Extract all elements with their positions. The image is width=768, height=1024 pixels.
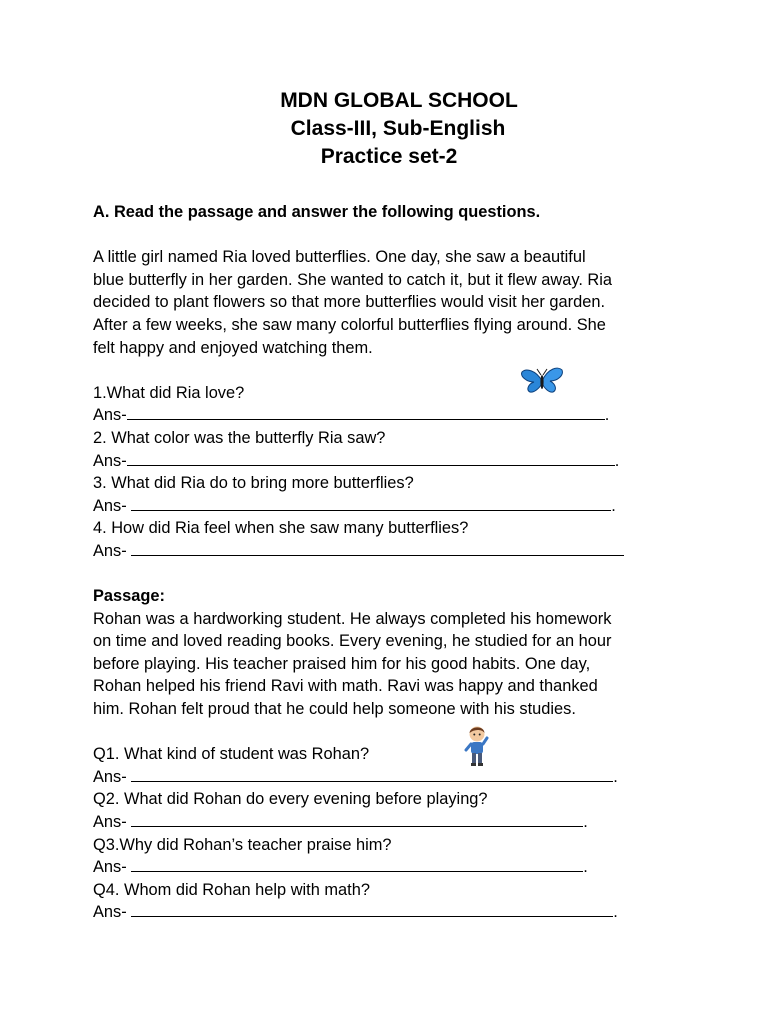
passage-line: before playing. His teacher praised him for his good habits. One day, [93,654,591,673]
question: 1.What did Ria love? [93,383,245,402]
answer-end: . [583,813,588,832]
question: Q2. What did Rohan do every evening before playing? [93,790,488,809]
butterfly-icon [520,366,564,394]
question: 2. What color was the butterfly Ria saw? [93,428,386,447]
answer-row [93,495,673,518]
section-b-title: Passage: [93,587,165,606]
header [0,87,768,171]
answer-row [93,404,673,427]
answer-line[interactable] [127,405,605,420]
answer-row [93,450,673,473]
passage-line: blue butterfly in her garden. She wanted to catch it, but it flew away. Ria [93,270,613,289]
answer-row [93,766,673,789]
answer-row [93,540,673,563]
practice-set: Practice set-2 [320,145,458,168]
answer-end: . [614,451,620,470]
answer-row [93,901,673,924]
passage-line: After a few weeks, she saw many colorful butterflies flying around. She [93,315,606,334]
class-subject: Class-III, Sub-English [290,117,506,140]
school-name: MDN GLOBAL SCHOOL [280,89,518,112]
answer-label: Ans- [93,903,132,922]
answer-line[interactable] [131,767,613,782]
passage-line: felt happy and enjoyed watching them. [93,338,373,357]
question: Q3.Why did Rohan’s teacher praise him? [93,835,392,854]
answer-end: . [613,767,618,786]
answer-end: . [613,903,618,922]
question: 4. How did Ria feel when she saw many butterflies? [93,519,469,538]
answer-row [93,811,673,834]
answer-label: Ans- [93,406,127,425]
question: 3. What did Ria do to bring more butterflies? [93,474,414,493]
passage-line: him. Rohan felt proud that he could help someone with his studies. [93,700,576,719]
question: Q4. Whom did Rohan help with math? [93,880,370,899]
question: Q1. What kind of student was Rohan? [93,745,370,764]
answer-label: Ans- [93,767,132,786]
passage-line: A little girl named Ria loved butterflies. One day, she saw a beautiful [93,248,586,267]
answer-line[interactable] [131,496,611,511]
passage-line: on time and loved reading books. Every evening, he studied for an hour [93,632,612,651]
answer-label: Ans- [93,496,132,515]
answer-end: . [604,406,610,425]
passage-line: Rohan was a hardworking student. He always completed his homework [93,609,612,628]
answer-label: Ans- [93,813,132,832]
answer-end: . [611,496,616,515]
answer-label: Ans- [93,858,132,877]
answer-label: Ans- [93,541,132,560]
boy-icon [462,724,492,768]
answer-line[interactable] [131,541,624,556]
passage-line: Rohan helped his friend Ravi with math. Ravi was happy and thanked [93,677,598,696]
answer-label: Ans- [93,451,127,470]
answer-end: . [583,858,588,877]
section-a-title: A. Read the passage and answer the following questions. [93,203,541,221]
answer-line[interactable] [131,857,583,872]
answer-line[interactable] [127,451,615,466]
answer-row [93,856,673,879]
passage-line: decided to plant flowers so that more butterflies would visit her garden. [93,293,606,312]
worksheet-content [93,201,673,924]
answer-line[interactable] [131,902,613,917]
answer-line[interactable] [131,812,583,827]
